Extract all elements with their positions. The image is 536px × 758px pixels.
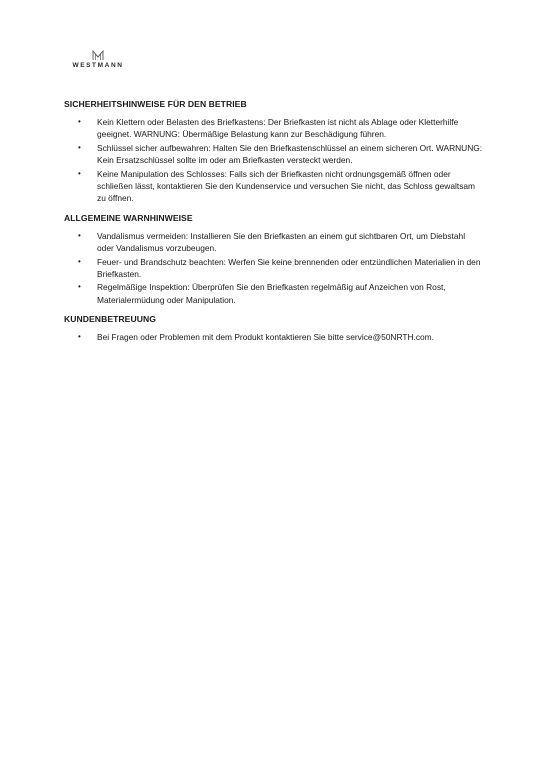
section-customer-service — [64, 314, 484, 343]
bullet-list — [64, 230, 484, 306]
bullet-icon: • — [78, 230, 81, 240]
brand-name: WESTMANN — [72, 62, 124, 69]
bullet-icon: • — [78, 282, 81, 292]
list-item-text: Schlüssel sicher aufbewahren: Halten Sie den Briefkastenschlüssel an einem sicheren Ort. WARNUNG: Kein Ersatzschlüssel sollte im oder am Briefkasten versteckt werden. — [97, 142, 483, 166]
bullet-list — [64, 116, 484, 205]
list-item-text: Vandalismus vermeiden: Installieren Sie den Briefkasten an einem gut sichtbaren Ort, um Diebstahl oder Vandalismus vorzubeugen. — [97, 230, 466, 254]
list-item-text: Keine Manipulation des Schlosses: Falls sich der Briefkasten nicht ordnungsgemäß öffnen oder schließen lässt, kontaktieren Sie den Kundenservice und versuchen Sie nicht, das Schloss gewaltsam zu öffnen. — [97, 168, 476, 204]
list-item-text: Feuer- und Brandschutz beachten: Werfen Sie keine brennenden oder entzündlichen Materialien in den Briefkasten. — [97, 256, 481, 280]
list-item — [64, 116, 484, 141]
section-heading: ALLGEMEINE WARNHINWEISE — [64, 212, 193, 223]
list-item-text: Bei Fragen oder Problemen mit dem Produkt kontaktieren Sie bitte service@50NRTH.com. — [97, 332, 434, 343]
list-item — [64, 142, 484, 167]
section-safety-operation — [64, 99, 484, 205]
westmann-logo-icon — [92, 50, 104, 61]
list-item-text: Kein Klettern oder Belasten des Briefkastens: Der Briefkasten ist nicht als Ablage oder Kletterhilfe geeignet. WARNUNG: Übermäßige Belastung kann zur Beschädigung führen. — [97, 117, 459, 140]
document-body — [64, 99, 484, 352]
brand-logo — [68, 50, 128, 69]
bullet-icon: • — [78, 117, 81, 126]
list-item — [64, 281, 484, 306]
section-heading: KUNDENBETREUUNG — [64, 314, 156, 325]
list-item-text: Regelmäßige Inspektion: Überprüfen Sie den Briefkasten regelmäßig auf Anzeichen von Rost, Materialermüdung oder Manipulation. — [97, 282, 446, 305]
section-heading: SICHERHEITSHINWEISE FÜR DEN BETRIEB — [64, 99, 247, 109]
bullet-icon: • — [78, 256, 81, 266]
bullet-icon: • — [78, 142, 81, 152]
list-item — [64, 168, 484, 205]
list-item — [64, 256, 484, 281]
bullet-icon: • — [78, 168, 81, 178]
bullet-list — [64, 331, 484, 343]
list-item — [64, 230, 484, 255]
list-item — [64, 331, 484, 343]
section-general-warnings — [64, 213, 484, 306]
bullet-icon: • — [78, 332, 81, 342]
